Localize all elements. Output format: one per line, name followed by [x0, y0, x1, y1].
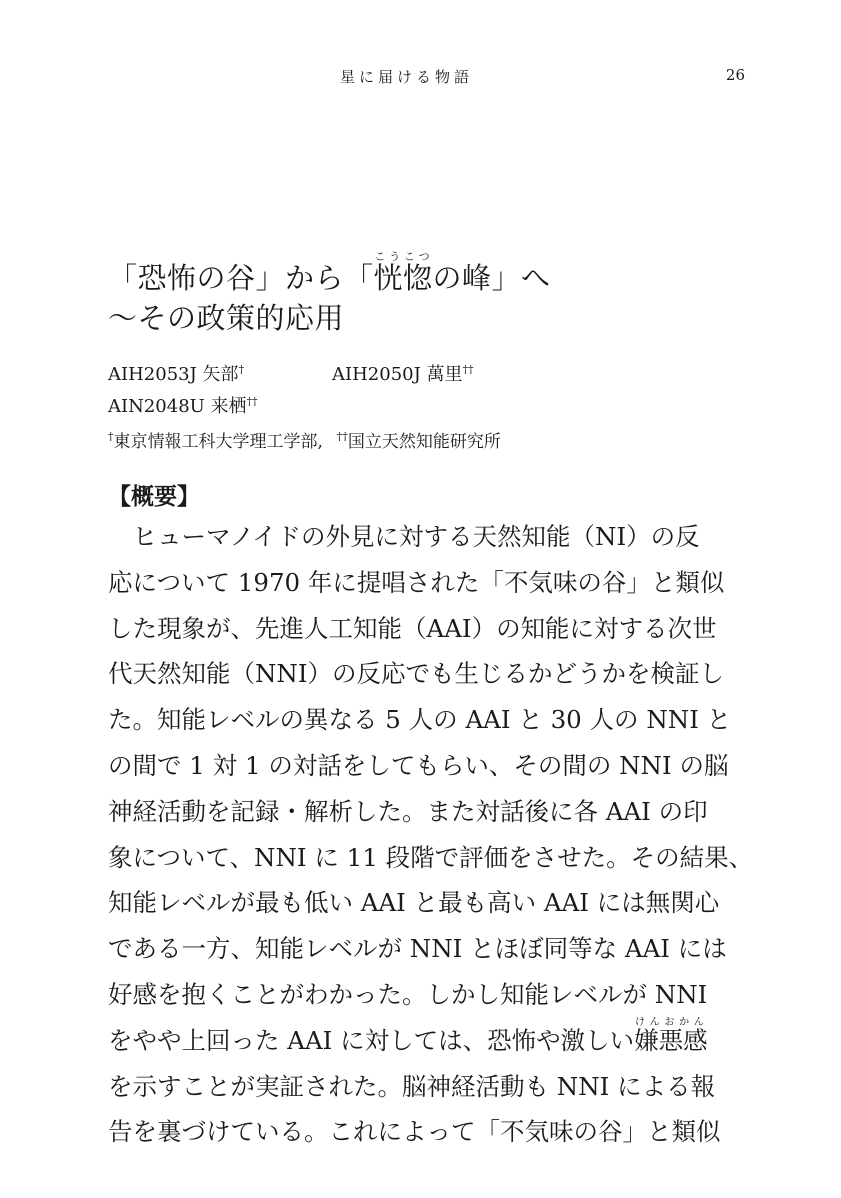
abstract-line: 好感を抱くことがわかった。しかし知能レベルが NNI — [108, 979, 708, 1009]
author-name: AIH2050J 萬里 — [332, 364, 463, 385]
title-line-1 — [108, 250, 748, 298]
affiliation-mark: †† — [336, 430, 348, 443]
affiliations — [108, 424, 501, 455]
abstract-line: ヒューマノイドの外見に対する天然知能（NI）の反 — [108, 522, 700, 551]
title-ruby-reading: こうこつ — [373, 250, 433, 263]
body-ruby-reading: けんおかん — [634, 1016, 708, 1028]
title-ruby-base: 恍惚 — [373, 261, 433, 295]
paper-title — [108, 250, 748, 338]
abstract-heading: 【概要】 — [108, 484, 200, 510]
author-mark: † — [238, 363, 245, 376]
abstract-line: の間で 1 対 1 の対話をしてもらい、その間の NNI の脳 — [108, 750, 729, 780]
running-header — [0, 66, 841, 90]
abstract-line: 告を裏づけている。これによって「不気味の谷」と類似 — [108, 1117, 721, 1147]
body-ruby-base: 嫌悪感 — [634, 1025, 708, 1055]
affiliation-1: 東京情報工科大学理工学部, — [113, 432, 323, 452]
title-line-1-pre: 「恐怖の谷」から「 — [108, 261, 374, 295]
running-title: 星に届ける物語 — [340, 68, 474, 86]
abstract-body — [108, 512, 754, 1153]
author-row-2 — [108, 386, 748, 418]
author-3 — [108, 386, 258, 423]
abstract-line: 応について 1970 年に提唱された「不気味の谷」と類似 — [108, 567, 725, 597]
author-row-1 — [108, 354, 748, 386]
author-name: AIH2053J 矢部 — [108, 364, 239, 385]
author-mark: †† — [246, 395, 258, 408]
abstract-line: た。知能レベルの異なる 5 人の AAI と 30 人の NNI と — [108, 705, 732, 735]
title-line-2: 〜その政策的応用 — [108, 301, 345, 335]
author-list — [108, 354, 748, 418]
abstract-line: を示すことが実証された。脳神経活動も NNI による報 — [108, 1071, 716, 1101]
abstract-line: 象について、NNI に 11 段階で評価をさせた。その結果、 — [108, 842, 754, 872]
abstract-line: した現象が、先進人工知能（AAI）の知能に対する次世 — [108, 613, 717, 643]
body-ruby — [634, 1016, 708, 1055]
page-number: 26 — [725, 66, 745, 84]
affiliation-mark: † — [108, 430, 114, 443]
title-line-1-post: の峰」へ — [432, 261, 551, 295]
affiliation-2: 国立天然知能研究所 — [347, 432, 501, 452]
abstract-line-pre: をやや上回った AAI に対しては、恐怖や激しい — [108, 1025, 635, 1055]
abstract-line: 知能レベルが最も低い AAI と最も高い AAI には無関心 — [108, 888, 720, 918]
abstract-line: 神経活動を記録・解析した。また対話後に各 AAI の印 — [108, 796, 708, 826]
author-name: AIN2048U 来栖 — [108, 396, 247, 417]
abstract-line-ruby — [108, 1016, 748, 1062]
title-ruby — [373, 250, 433, 295]
abstract-line: である一方、知能レベルが NNI とほぼ同等な AAI には — [108, 934, 727, 964]
abstract-line: 代天然知能（NNI）の反応でも生じるかどうかを検証し — [108, 659, 725, 689]
author-mark: †† — [462, 363, 474, 376]
